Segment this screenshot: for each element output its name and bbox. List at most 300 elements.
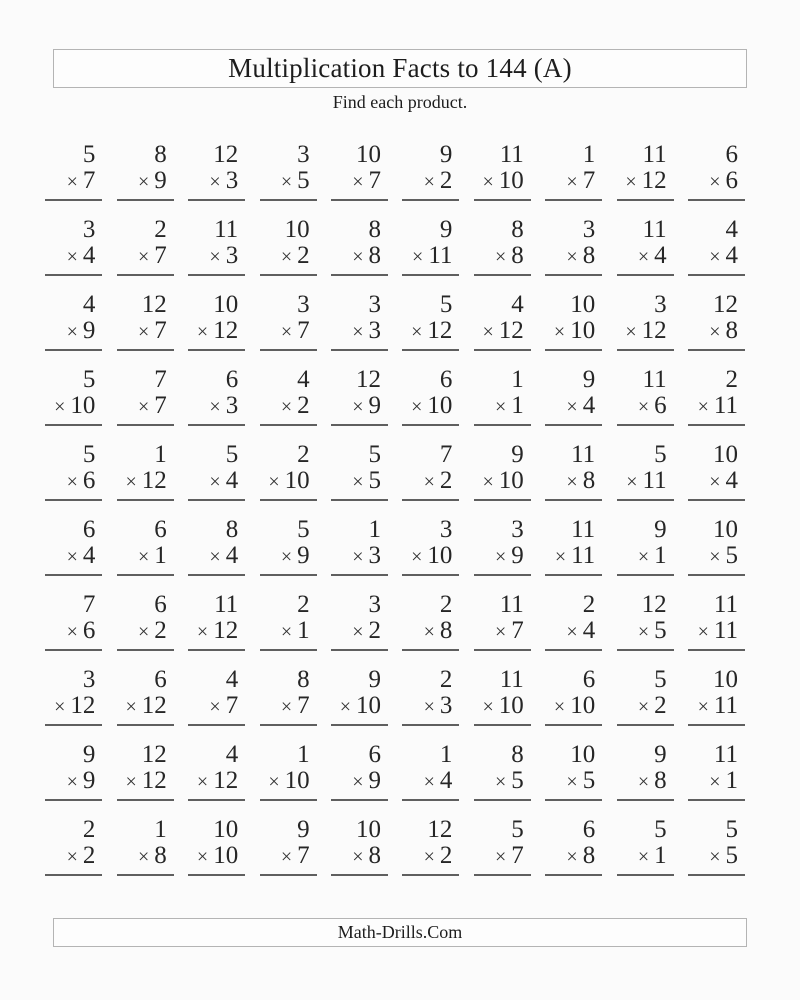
multiplier: 10 — [498, 467, 524, 494]
multiplicand: 3 — [439, 516, 453, 543]
multiplicand: 11 — [642, 216, 667, 243]
multiplier: 7 — [154, 317, 167, 344]
answer-blank — [688, 542, 745, 576]
problem — [388, 816, 459, 891]
problem-work-area — [474, 218, 531, 276]
multiplicand: 6 — [154, 591, 167, 618]
problem — [102, 666, 173, 741]
problem — [531, 141, 602, 216]
answer-blank — [117, 692, 174, 726]
problem — [388, 141, 459, 216]
multiplier: 5 — [511, 767, 524, 794]
multiplicand: 2 — [439, 666, 453, 693]
multiply-sign: × — [709, 471, 721, 493]
multiplier: 6 — [725, 167, 738, 194]
multiplicand: 10 — [213, 291, 239, 318]
answer-blank — [45, 692, 102, 726]
problem — [674, 366, 745, 441]
multiplicand: 6 — [725, 141, 738, 168]
multiplicand: 1 — [154, 816, 167, 843]
answer-blank — [260, 692, 317, 726]
multiplicand: 3 — [297, 291, 310, 318]
answer-blank — [45, 542, 102, 576]
multiply-sign: × — [66, 546, 78, 568]
multiplier: 10 — [570, 317, 596, 344]
answer-blank — [117, 242, 174, 276]
answer-blank — [117, 842, 174, 876]
page-title: Multiplication Facts to 144 (A) — [228, 53, 572, 83]
problem-work-area — [45, 668, 102, 726]
problem-work-area — [117, 818, 174, 876]
multiply-sign: × — [495, 771, 507, 793]
problem — [459, 441, 530, 516]
problem-work-area — [402, 593, 459, 651]
multiplier: 6 — [82, 617, 96, 644]
multiplicand: 10 — [713, 516, 738, 543]
problem — [31, 591, 102, 666]
answer-blank — [474, 617, 531, 651]
problem-work-area — [260, 293, 317, 351]
problem-work-area — [117, 668, 174, 726]
multiplier: 4 — [654, 242, 667, 269]
multiplicand: 10 — [213, 816, 239, 843]
multiplier: 7 — [82, 167, 96, 194]
multiplicand: 12 — [141, 741, 167, 768]
problem — [31, 216, 102, 291]
multiply-sign: × — [637, 621, 650, 643]
problem-work-area — [617, 443, 674, 501]
multiplicand: 9 — [368, 666, 381, 693]
answer-blank — [617, 767, 674, 801]
multiply-sign: × — [625, 171, 637, 193]
problem — [388, 441, 459, 516]
problem — [31, 441, 102, 516]
problem — [674, 741, 745, 816]
problem — [31, 516, 102, 591]
answer-blank — [260, 467, 317, 501]
problem — [245, 441, 316, 516]
answer-blank — [188, 242, 245, 276]
multiplicand: 8 — [297, 666, 310, 693]
multiply-sign: × — [411, 321, 423, 343]
multiplicand: 3 — [582, 216, 596, 243]
problem — [102, 816, 173, 891]
multiplicand: 9 — [654, 741, 667, 768]
problem — [245, 366, 316, 441]
multiply-sign: × — [495, 621, 507, 643]
multiplier: 3 — [439, 692, 453, 719]
problem — [388, 516, 459, 591]
multiply-sign: × — [637, 771, 650, 793]
problem-work-area — [474, 143, 531, 201]
multiply-sign: × — [495, 846, 507, 868]
problem-work-area — [331, 518, 388, 576]
multiply-sign: × — [423, 771, 435, 793]
multiplicand: 3 — [82, 216, 96, 243]
multiplier: 12 — [427, 317, 453, 344]
problem — [245, 741, 316, 816]
multiplicand: 7 — [82, 591, 96, 618]
answer-blank — [688, 167, 745, 201]
problem — [531, 816, 602, 891]
answer-blank — [617, 167, 674, 201]
multiplier: 10 — [70, 392, 96, 419]
multiply-sign: × — [566, 396, 578, 418]
multiply-sign: × — [625, 321, 637, 343]
multiplier: 12 — [641, 317, 667, 344]
answer-blank — [617, 542, 674, 576]
multiplier: 8 — [439, 617, 453, 644]
multiplier: 10 — [498, 167, 524, 194]
answer-blank — [545, 392, 602, 426]
problem-work-area — [331, 218, 388, 276]
multiply-sign: × — [352, 246, 364, 268]
problem-work-area — [260, 143, 317, 201]
problem-work-area — [117, 143, 174, 201]
multiplicand: 11 — [642, 366, 667, 393]
answer-blank — [260, 842, 317, 876]
multiply-sign: × — [697, 696, 709, 718]
multiplicand: 5 — [511, 816, 524, 843]
problem-work-area — [545, 668, 602, 726]
multiplier: 12 — [141, 692, 167, 719]
answer-blank — [402, 767, 459, 801]
answer-blank — [545, 317, 602, 351]
multiplicand: 10 — [570, 291, 596, 318]
multiplier: 1 — [297, 617, 310, 644]
multiply-sign: × — [196, 771, 209, 793]
multiplier: 8 — [368, 842, 381, 869]
problem — [602, 291, 673, 366]
multiplier: 4 — [582, 392, 596, 419]
multiplier: 10 — [356, 692, 381, 719]
problem-work-area — [402, 668, 459, 726]
problem — [388, 366, 459, 441]
multiplier: 4 — [725, 467, 738, 494]
answer-blank — [331, 842, 388, 876]
problem — [174, 216, 245, 291]
answer-blank — [331, 542, 388, 576]
multiply-sign: × — [196, 846, 209, 868]
multiplicand: 11 — [499, 591, 524, 618]
problem — [245, 666, 316, 741]
multiply-sign: × — [566, 771, 578, 793]
problem — [31, 366, 102, 441]
problem-work-area — [260, 443, 317, 501]
multiply-sign: × — [637, 696, 650, 718]
multiply-sign: × — [280, 546, 293, 568]
multiplicand: 8 — [154, 141, 167, 168]
multiplicand: 11 — [214, 591, 239, 618]
multiplicand: 10 — [284, 216, 310, 243]
problem — [674, 516, 745, 591]
multiplier: 5 — [368, 467, 381, 494]
multiply-sign: × — [697, 621, 709, 643]
multiplier: 12 — [213, 617, 239, 644]
problem — [102, 216, 173, 291]
multiplier: 3 — [368, 542, 381, 569]
problem-work-area — [117, 518, 174, 576]
multiply-sign: × — [352, 621, 364, 643]
footer-box — [53, 918, 747, 947]
multiply-sign: × — [495, 546, 507, 568]
answer-blank — [474, 167, 531, 201]
multiplicand: 9 — [439, 216, 453, 243]
multiply-sign: × — [138, 621, 150, 643]
problem-work-area — [402, 518, 459, 576]
answer-blank — [402, 617, 459, 651]
answer-blank — [402, 692, 459, 726]
multiplicand: 8 — [225, 516, 239, 543]
problem — [317, 741, 388, 816]
problem — [102, 741, 173, 816]
multiplier: 10 — [498, 692, 524, 719]
problem — [459, 366, 530, 441]
problem-work-area — [617, 368, 674, 426]
answer-blank — [188, 317, 245, 351]
problem — [674, 291, 745, 366]
multiplier: 2 — [297, 392, 310, 419]
multiplier: 2 — [439, 467, 453, 494]
multiplier: 3 — [225, 242, 239, 269]
multiply-sign: × — [125, 696, 137, 718]
multiplier: 6 — [82, 467, 96, 494]
problem-work-area — [474, 518, 531, 576]
problem-work-area — [45, 743, 102, 801]
problem — [602, 441, 673, 516]
problem-work-area — [617, 218, 674, 276]
problem-work-area — [688, 818, 745, 876]
multiplicand: 3 — [368, 591, 381, 618]
multiplier: 5 — [725, 542, 738, 569]
problem — [102, 366, 173, 441]
multiplicand: 3 — [368, 291, 381, 318]
multiplier: 7 — [297, 692, 310, 719]
problem-work-area — [688, 518, 745, 576]
multiply-sign: × — [66, 621, 78, 643]
multiplicand: 1 — [582, 141, 596, 168]
multiply-sign: × — [566, 246, 578, 268]
multiplicand: 11 — [713, 591, 738, 618]
multiplier: 1 — [654, 542, 667, 569]
multiplier: 1 — [654, 842, 667, 869]
multiplicand: 6 — [154, 516, 167, 543]
problem — [102, 291, 173, 366]
answer-blank — [545, 617, 602, 651]
multiplier: 12 — [70, 692, 96, 719]
problem — [102, 516, 173, 591]
multiply-sign: × — [280, 171, 293, 193]
answer-blank — [45, 467, 102, 501]
problem — [174, 741, 245, 816]
problem — [674, 141, 745, 216]
problem-work-area — [688, 218, 745, 276]
problem-work-area — [188, 518, 245, 576]
problem — [317, 816, 388, 891]
problem-work-area — [331, 743, 388, 801]
multiplicand: 1 — [154, 441, 167, 468]
multiplier: 2 — [439, 842, 453, 869]
answer-blank — [474, 767, 531, 801]
multiplicand: 6 — [439, 366, 453, 393]
problem — [317, 666, 388, 741]
problem — [459, 216, 530, 291]
multiply-sign: × — [138, 171, 150, 193]
problem — [602, 366, 673, 441]
multiplicand: 5 — [225, 441, 239, 468]
multiplier: 4 — [725, 242, 738, 269]
multiplicand: 12 — [641, 591, 667, 618]
multiplicand: 2 — [725, 366, 738, 393]
multiplier: 7 — [511, 617, 524, 644]
problem-work-area — [617, 143, 674, 201]
problem-work-area — [260, 743, 317, 801]
problem — [602, 216, 673, 291]
problem — [602, 666, 673, 741]
problem-work-area — [617, 668, 674, 726]
answer-blank — [545, 692, 602, 726]
problem-work-area — [260, 368, 317, 426]
multiplier: 7 — [225, 692, 239, 719]
multiply-sign: × — [209, 396, 221, 418]
answer-blank — [474, 317, 531, 351]
answer-blank — [188, 467, 245, 501]
multiply-sign: × — [209, 171, 221, 193]
multiplicand: 11 — [571, 441, 596, 468]
problem — [674, 441, 745, 516]
multiplier: 9 — [297, 542, 310, 569]
multiplicand: 4 — [297, 366, 310, 393]
answer-blank — [617, 392, 674, 426]
multiplier: 7 — [297, 842, 310, 869]
multiply-sign: × — [566, 471, 578, 493]
problem-work-area — [688, 668, 745, 726]
multiplicand: 9 — [297, 816, 310, 843]
multiplicand: 5 — [368, 441, 381, 468]
multiplier: 4 — [225, 542, 239, 569]
multiply-sign: × — [209, 546, 221, 568]
problem — [102, 591, 173, 666]
multiplicand: 4 — [82, 291, 96, 318]
problem — [174, 666, 245, 741]
multiply-sign: × — [352, 321, 364, 343]
multiplicand: 5 — [439, 291, 453, 318]
problem — [602, 141, 673, 216]
multiplier: 10 — [213, 842, 239, 869]
multiplier: 3 — [225, 167, 239, 194]
answer-blank — [474, 542, 531, 576]
multiply-sign: × — [637, 846, 650, 868]
answer-blank — [474, 842, 531, 876]
multiply-sign: × — [138, 246, 150, 268]
multiply-sign: × — [566, 621, 578, 643]
problem — [459, 291, 530, 366]
multiplier: 10 — [284, 467, 310, 494]
problem-work-area — [474, 743, 531, 801]
multiply-sign: × — [697, 396, 709, 418]
multiplicand: 5 — [82, 441, 96, 468]
answer-blank — [260, 167, 317, 201]
answer-blank — [117, 467, 174, 501]
answer-blank — [188, 542, 245, 576]
answer-blank — [688, 467, 745, 501]
problem — [245, 141, 316, 216]
problem — [531, 666, 602, 741]
problem — [388, 666, 459, 741]
multiplicand: 1 — [511, 366, 524, 393]
problem — [459, 741, 530, 816]
multiplicand: 5 — [297, 516, 310, 543]
multiplicand: 4 — [725, 216, 738, 243]
multiplicand: 5 — [654, 666, 667, 693]
multiplicand: 10 — [570, 741, 596, 768]
multiplicand: 1 — [368, 516, 381, 543]
multiplicand: 10 — [356, 816, 381, 843]
multiplicand: 11 — [571, 516, 596, 543]
multiplier: 8 — [511, 242, 524, 269]
problem — [102, 441, 173, 516]
multiplier: 4 — [82, 242, 96, 269]
problem-work-area — [331, 293, 388, 351]
problem — [317, 591, 388, 666]
answer-blank — [188, 842, 245, 876]
problem-work-area — [117, 593, 174, 651]
answer-blank — [188, 167, 245, 201]
multiplicand: 6 — [225, 366, 239, 393]
multiplicand: 2 — [82, 816, 96, 843]
multiply-sign: × — [54, 696, 66, 718]
problem-work-area — [117, 293, 174, 351]
problem-work-area — [188, 143, 245, 201]
problem-work-area — [260, 218, 317, 276]
problem-work-area — [474, 668, 531, 726]
multiply-sign: × — [637, 546, 650, 568]
problem — [388, 291, 459, 366]
answer-blank — [45, 392, 102, 426]
problem-work-area — [545, 143, 602, 201]
answer-blank — [260, 767, 317, 801]
multiplier: 11 — [713, 392, 738, 419]
problem-work-area — [117, 368, 174, 426]
answer-blank — [188, 767, 245, 801]
multiplicand: 7 — [154, 366, 167, 393]
multiplicand: 9 — [654, 516, 667, 543]
multiplicand: 6 — [154, 666, 167, 693]
answer-blank — [188, 392, 245, 426]
answer-blank — [402, 317, 459, 351]
problem — [31, 741, 102, 816]
multiply-sign: × — [637, 396, 650, 418]
multiply-sign: × — [626, 471, 638, 493]
problem — [531, 366, 602, 441]
answer-blank — [402, 842, 459, 876]
multiplicand: 5 — [654, 816, 667, 843]
problem — [674, 666, 745, 741]
multiplicand: 4 — [511, 291, 524, 318]
multiplicand: 6 — [82, 516, 96, 543]
multiplicand: 1 — [297, 741, 310, 768]
answer-blank — [260, 617, 317, 651]
answer-blank — [617, 692, 674, 726]
multiplier: 2 — [439, 167, 453, 194]
problem — [31, 666, 102, 741]
problem — [102, 141, 173, 216]
problem — [388, 591, 459, 666]
problem-work-area — [260, 518, 317, 576]
multiplicand: 3 — [511, 516, 524, 543]
multiplicand: 11 — [499, 666, 524, 693]
multiplicand: 11 — [713, 741, 738, 768]
